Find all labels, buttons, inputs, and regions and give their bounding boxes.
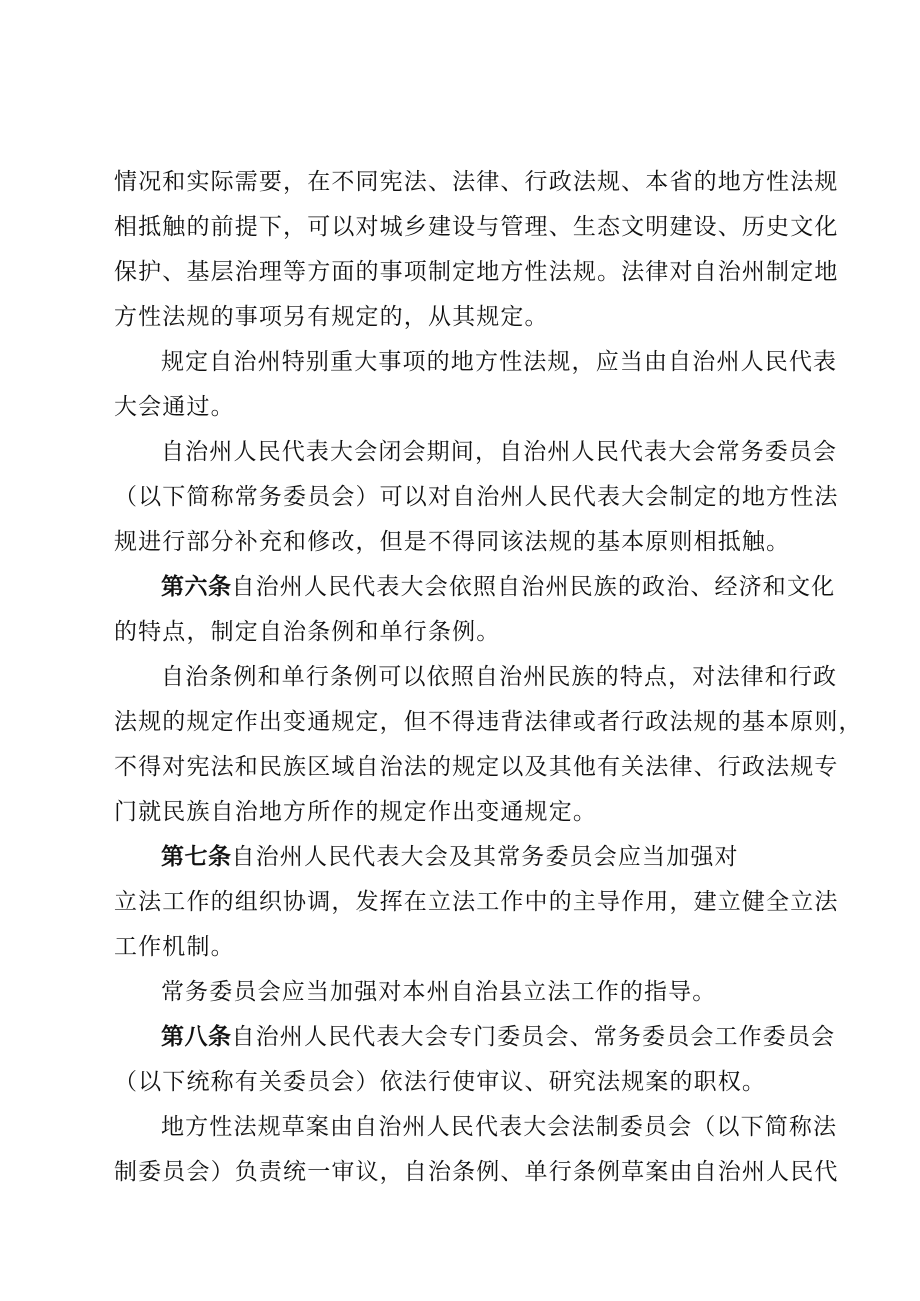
- text-line: （以下简称常务委员会）可以对自治州人民代表大会制定的地方性法: [114, 484, 839, 510]
- article-heading: 第六条: [161, 574, 232, 600]
- paragraph-first-line: 规定自治州特别重大事项的地方性法规，应当由自治州人民代表: [161, 349, 838, 375]
- text-line: 立法工作的组织协调，发挥在立法工作中的主导作用，建立健全立法: [114, 889, 839, 915]
- text-line: 法规的规定作出变通规定，但不得违背法律或者行政法规的基本原则，: [114, 709, 863, 735]
- article-eight-line: [161, 1014, 836, 1060]
- text-line: 方性法规的事项另有规定的，从其规定。: [114, 304, 549, 330]
- paragraph-first-line: 地方性法规草案由自治州人民代表大会法制委员会（以下简称法: [161, 1114, 838, 1140]
- text-line: 相抵触的前提下，可以对城乡建设与管理、生态文明建设、历史文化: [114, 214, 839, 240]
- article-seven-line: [161, 834, 816, 880]
- article-six-line: [161, 564, 836, 610]
- article-heading: 第七条: [161, 844, 232, 870]
- article-text: 自治州人民代表大会及其常务委员会应当加强对: [231, 844, 739, 870]
- text-line: 制委员会）负责统一审议，自治条例、单行条例草案由自治州人民代: [114, 1159, 839, 1185]
- text-line: 大会通过。: [114, 394, 235, 420]
- article-text: 自治州人民代表大会专门委员会、常务委员会工作委员会: [231, 1024, 836, 1050]
- article-heading: 第八条: [161, 1024, 232, 1050]
- text-line: 门就民族自治地方所作的规定作出变通规定。: [114, 799, 597, 825]
- paragraph-first-line: 自治州人民代表大会闭会期间，自治州人民代表大会常务委员会: [161, 439, 838, 465]
- text-line: 规进行部分补充和修改，但是不得同该法规的基本原则相抵触。: [114, 529, 791, 555]
- paragraph-first-line: 常务委员会应当加强对本州自治县立法工作的指导。: [161, 979, 717, 1005]
- article-text: 自治州人民代表大会依照自治州民族的政治、经济和文化: [231, 574, 836, 600]
- text-line: 保护、基层治理等方面的事项制定地方性法规。法律对自治州制定地: [114, 259, 839, 285]
- text-line: 不得对宪法和民族区域自治法的规定以及其他有关法律、行政法规专: [114, 754, 839, 780]
- text-line: 的特点，制定自治条例和单行条例。: [114, 619, 501, 645]
- text-line: 工作机制。: [114, 934, 235, 960]
- text-line: （以下统称有关委员会）依法行使审议、研究法规案的职权。: [114, 1069, 767, 1095]
- text-line: 情况和实际需要，在不同宪法、法律、行政法规、本省的地方性法规: [114, 169, 839, 195]
- paragraph-first-line: 自治条例和单行条例可以依照自治州民族的特点，对法律和行政: [161, 664, 838, 690]
